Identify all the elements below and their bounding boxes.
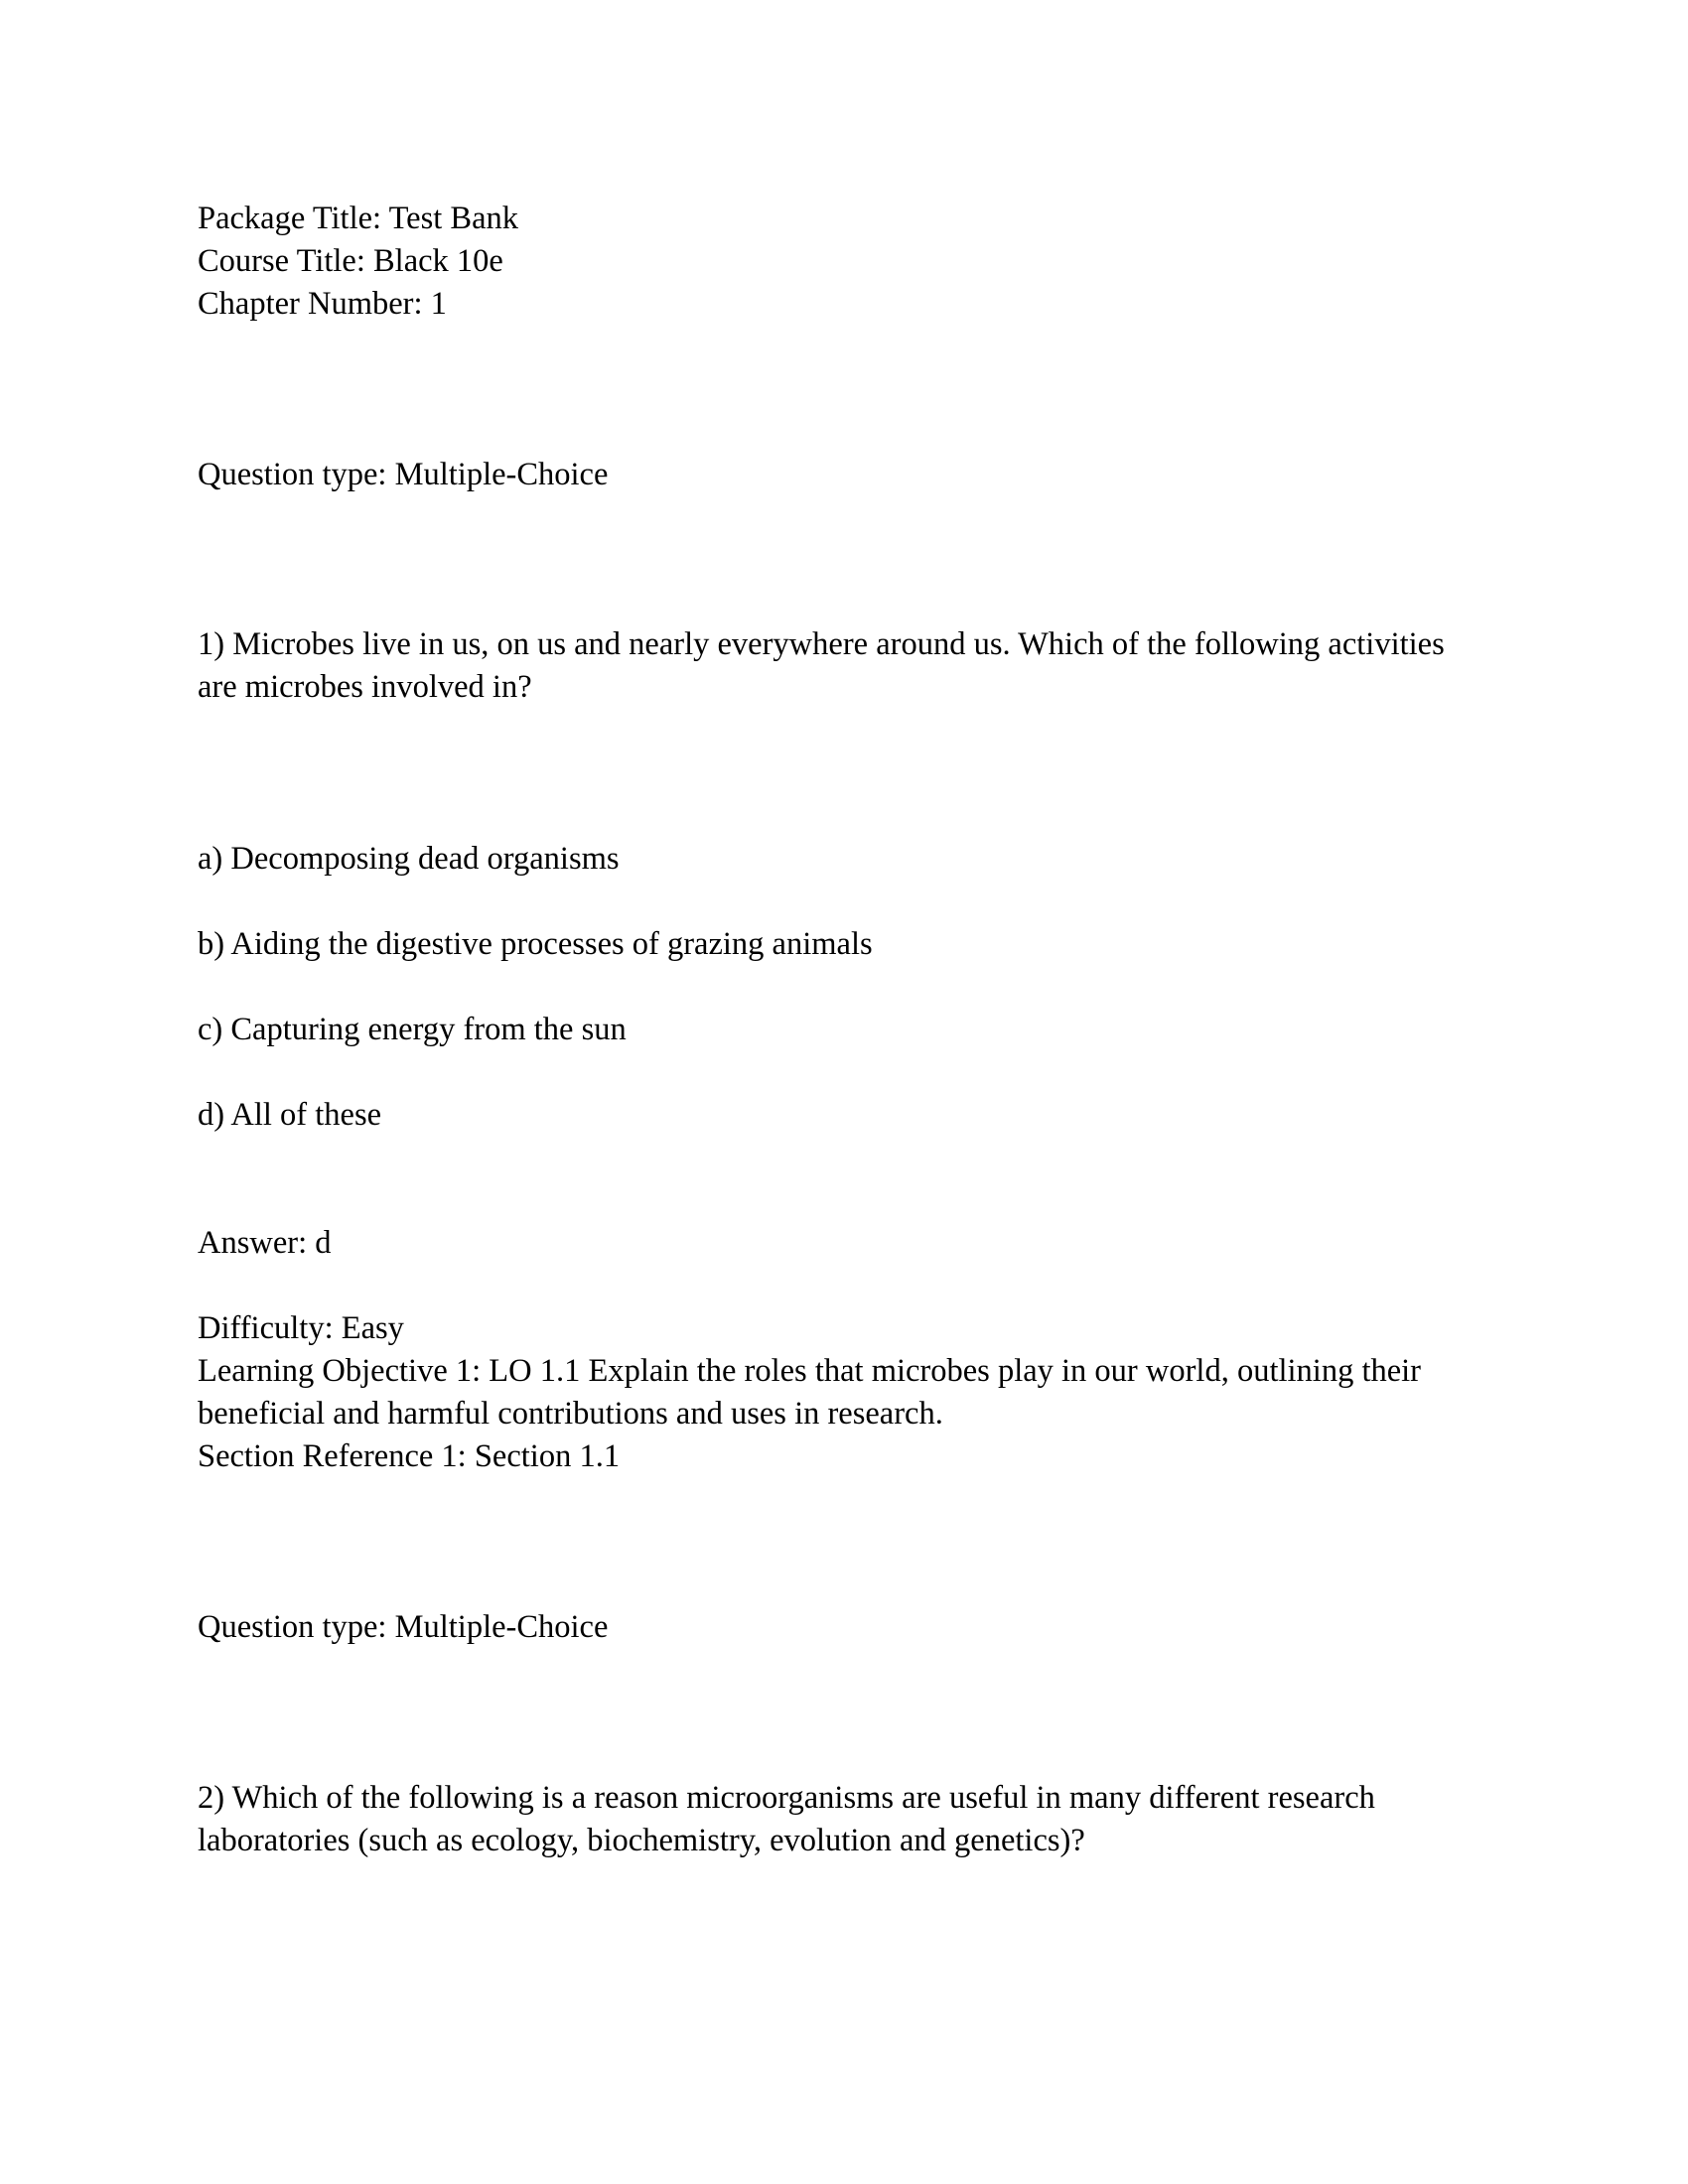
package-title: Package Title: Test Bank <box>198 201 519 236</box>
question-1-stem-line-1: 1) Microbes live in us, on us and nearly everywhere around us. Which of the following activities <box>198 626 1445 662</box>
question-1-option-d: d) All of these <box>198 1097 382 1133</box>
question-2-stem-line-1: 2) Which of the following is a reason microorganisms are useful in many different research <box>198 1780 1375 1816</box>
question-1-option-c: c) Capturing energy from the sun <box>198 1012 627 1047</box>
question-1-stem-line-2: are microbes involved in? <box>198 669 532 705</box>
question-1-answer: Answer: d <box>198 1225 332 1261</box>
question-1-option-b: b) Aiding the digestive processes of grazing animals <box>198 926 873 962</box>
question-1-difficulty: Difficulty: Easy <box>198 1310 404 1346</box>
course-title: Course Title: Black 10e <box>198 243 503 279</box>
question-2-stem-line-2: laboratories (such as ecology, biochemistry, evolution and genetics)? <box>198 1823 1085 1858</box>
chapter-number: Chapter Number: 1 <box>198 286 447 322</box>
question-1-type: Question type: Multiple-Choice <box>198 457 609 492</box>
question-1-section-reference: Section Reference 1: Section 1.1 <box>198 1438 621 1474</box>
question-1-learning-objective-line-2: beneficial and harmful contributions and uses in research. <box>198 1396 943 1432</box>
question-1-learning-objective-line-1: Learning Objective 1: LO 1.1 Explain the roles that microbes play in our world, outlining their <box>198 1353 1422 1389</box>
question-1-option-a: a) Decomposing dead organisms <box>198 841 620 877</box>
question-2-type: Question type: Multiple-Choice <box>198 1609 609 1645</box>
